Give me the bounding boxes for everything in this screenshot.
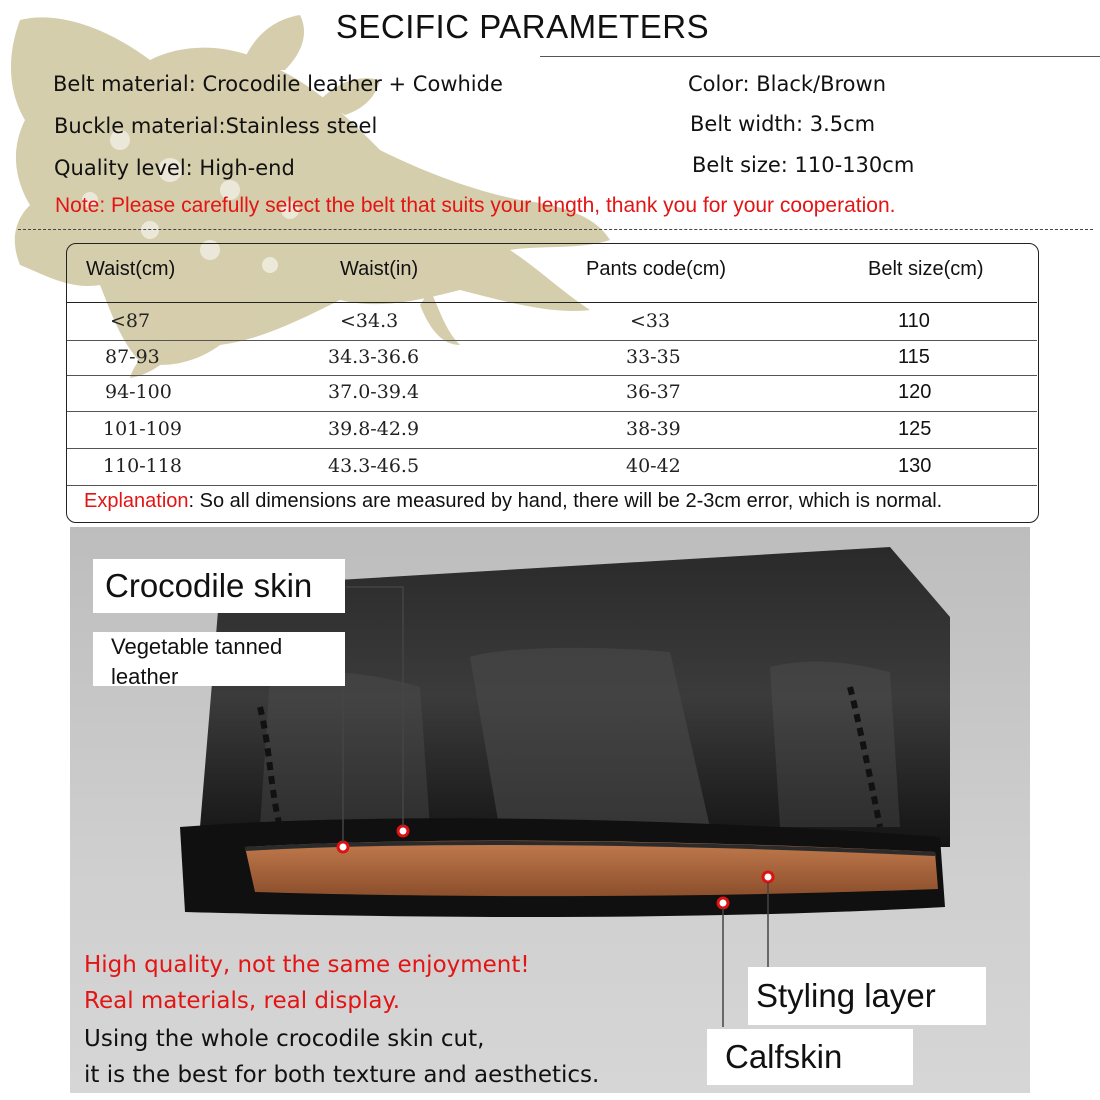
promo-line-4: it is the best for both texture and aesthetics. xyxy=(84,1062,600,1088)
spec-color: Color: Black/Brown xyxy=(688,72,887,96)
explanation-text: : So all dimensions are measured by hand, there will be 2-3cm error, which is normal. xyxy=(188,490,943,512)
header-belt-size: Belt size(cm) xyxy=(868,258,984,280)
spec-quality-level: Quality level: High-end xyxy=(54,156,295,180)
label-crocodile-skin xyxy=(93,559,345,613)
header-waist-in: Waist(in) xyxy=(340,258,419,280)
title-divider xyxy=(540,56,1100,57)
cell-waist-in: <34.3 xyxy=(340,310,399,332)
cell-waist-in: 37.0-39.4 xyxy=(328,381,420,403)
cell-waist-in: 43.3-46.5 xyxy=(328,455,420,477)
table-explanation xyxy=(84,490,942,513)
cell-belt-size: 115 xyxy=(898,346,930,368)
table-row-line xyxy=(67,485,1037,486)
cell-waist-cm: <87 xyxy=(110,310,151,332)
crocodile-skin-text: Crocodile skin xyxy=(105,567,313,604)
spec-belt-width: Belt width: 3.5cm xyxy=(690,112,876,136)
table-row-line xyxy=(67,375,1037,376)
label-vegetable-tanned xyxy=(93,632,345,689)
header-waist-cm: Waist(cm) xyxy=(86,258,176,280)
table-row-line xyxy=(67,340,1037,341)
promo-line-2: Real materials, real display. xyxy=(84,988,401,1014)
promo-line-3: Using the whole crocodile skin cut, xyxy=(84,1026,485,1052)
cell-pants-code: 40-42 xyxy=(626,455,681,477)
size-table xyxy=(66,243,1039,523)
calfskin-text: Calfskin xyxy=(725,1038,843,1075)
cell-belt-size: 125 xyxy=(898,418,932,440)
cell-waist-in: 34.3-36.6 xyxy=(328,346,420,368)
spec-belt-material: Belt material: Crocodile leather + Cowhide xyxy=(53,72,503,96)
cell-pants-code: <33 xyxy=(630,310,671,332)
table-row-line xyxy=(67,448,1037,449)
size-note: Note: Please carefully select the belt that suits your length, thank you for your cooperation. xyxy=(55,194,896,217)
header-pants-code: Pants code(cm) xyxy=(586,258,727,280)
vegetable-tanned-text: Vegetable tanned leather xyxy=(111,634,283,689)
promo-line-1: High quality, not the same enjoyment! xyxy=(84,952,530,978)
cell-waist-cm: 87-93 xyxy=(105,346,160,368)
cell-belt-size: 120 xyxy=(898,381,932,403)
cell-pants-code: 36-37 xyxy=(626,381,681,403)
cell-belt-size: 130 xyxy=(898,455,932,477)
spec-belt-size: Belt size: 110-130cm xyxy=(692,153,915,177)
dashed-divider xyxy=(18,229,1093,230)
label-styling-layer xyxy=(748,967,986,1025)
cell-pants-code: 38-39 xyxy=(626,418,681,440)
cell-waist-cm: 101-109 xyxy=(103,418,182,440)
explanation-label: Explanation xyxy=(84,490,189,512)
page-title: SECIFIC PARAMETERS xyxy=(335,8,710,45)
label-calfskin xyxy=(707,1029,913,1085)
cell-pants-code: 33-35 xyxy=(626,346,681,368)
table-header-line xyxy=(67,302,1037,303)
cell-waist-cm: 110-118 xyxy=(103,455,182,477)
cell-belt-size: 110 xyxy=(898,310,930,332)
styling-layer-text: Styling layer xyxy=(756,977,936,1014)
table-row-line xyxy=(67,411,1037,412)
cell-waist-in: 39.8-42.9 xyxy=(328,418,420,440)
spec-buckle-material: Buckle material:Stainless steel xyxy=(54,114,378,138)
cell-waist-cm: 94-100 xyxy=(105,381,172,403)
